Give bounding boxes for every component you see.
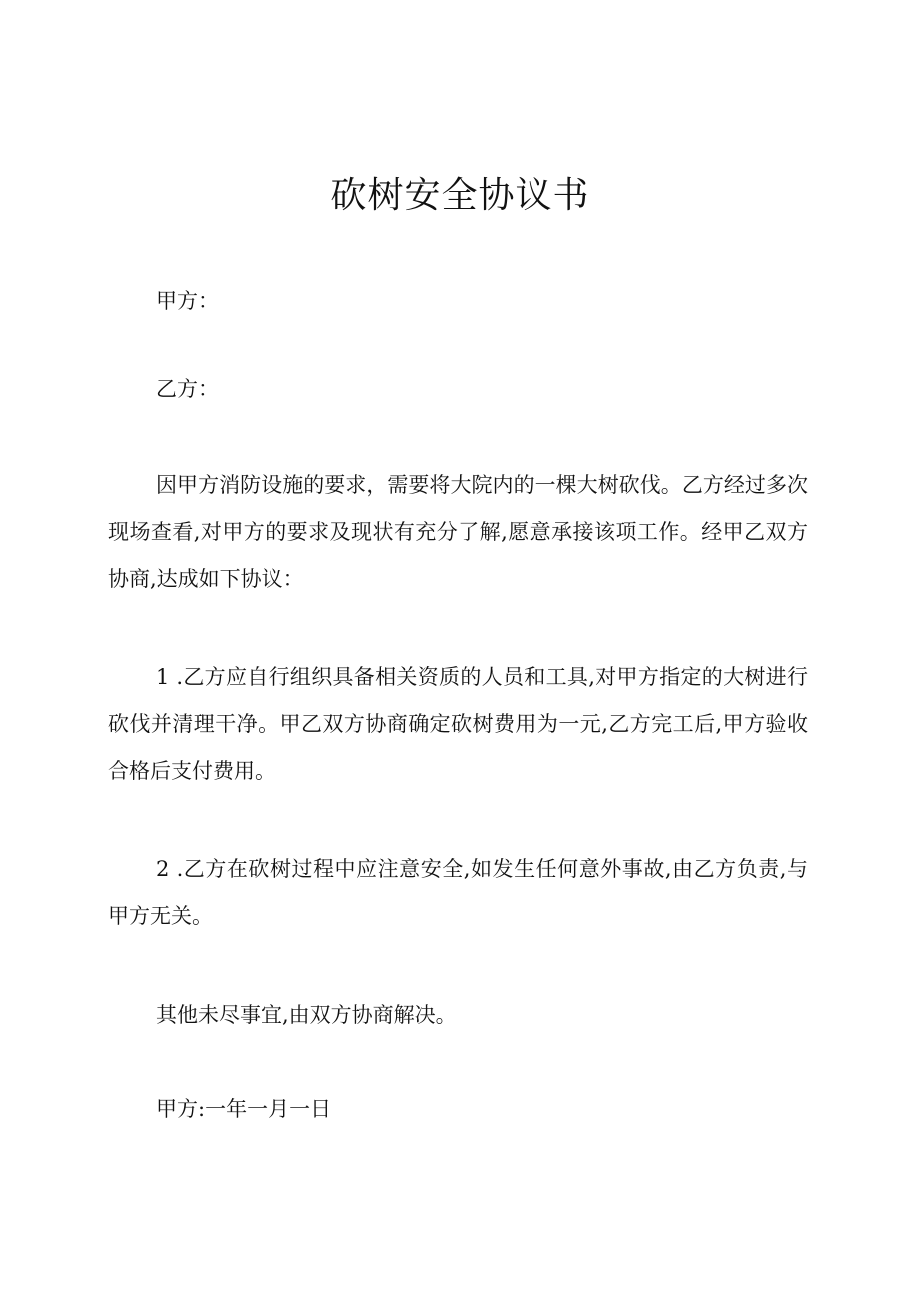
party-a-label: 甲方： [156, 289, 219, 313]
other-matters-paragraph: 其他未尽事宜,由双方协商解决。 [156, 1003, 457, 1027]
clause-1: 1 .乙方应自行组织具备相关资质的人员和工具,对甲方指定的大树进行砍伐并清理干净。甲乙双方协商确定砍树费用为一元,乙方完工后,甲方验收合格后支付费用。 [108, 665, 808, 783]
party-b-label: 乙方： [156, 377, 219, 401]
signature-date-line: 甲方:一年一月一日 [156, 1097, 332, 1121]
intro-paragraph: 因甲方消防设施的要求，需要将大院内的一棵大树砍伐。乙方经过多次现场查看,对甲方的要求及现状有充分了解,愿意承接该项工作。经甲乙双方协商,达成如下协议： [108, 473, 808, 591]
document-title: 砍树安全协议书 [330, 175, 590, 216]
clause-2: 2 .乙方在砍树过程中应注意安全,如发生任何意外事故,由乙方负责,与甲方无关。 [108, 857, 808, 928]
